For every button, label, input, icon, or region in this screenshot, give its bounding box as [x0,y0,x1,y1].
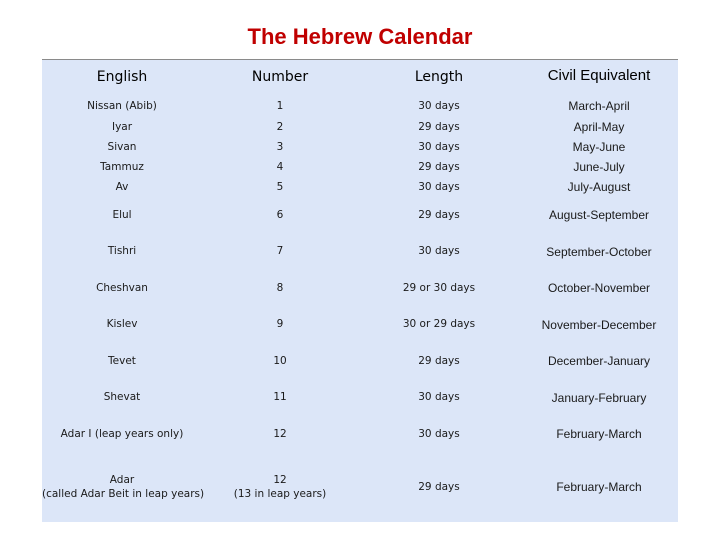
row-8-english: Cheshvan [96,282,148,294]
row-13-english-note: (called Adar Beit in leap years) [42,488,205,500]
row-2-length: 29 days [418,121,460,133]
row-9-length: 30 or 29 days [402,318,476,330]
row-7-english: Tishri [107,245,137,257]
row-3-length: 30 days [418,141,460,153]
row-3-civil: May-June [572,140,626,154]
row-3-number: 3 [276,141,284,153]
row-10-number: 10 [273,355,287,367]
row-6-english: Elul [112,209,132,221]
header-length: Length [414,69,464,85]
row-4-civil: June-July [573,160,625,174]
row-12-number: 12 [273,428,287,440]
row-2-number: 2 [276,121,284,133]
row-13-english: Adar [109,474,135,486]
row-8-civil: October-November [547,281,651,295]
row-8-length: 29 or 30 days [402,282,476,294]
row-6-length: 29 days [418,209,460,221]
row-5-number: 5 [276,181,284,193]
row-13-length: 29 days [418,481,460,493]
row-9-english: Kislev [106,318,138,330]
row-4-number: 4 [276,161,284,173]
row-7-number: 7 [276,245,284,257]
row-9-civil: November-December [541,318,657,332]
row-8-number: 8 [276,282,284,294]
row-10-civil: December-January [547,354,651,368]
row-1-length: 30 days [418,100,460,112]
row-13-number: 12 [273,474,287,486]
row-4-length: 29 days [418,161,460,173]
header-number: Number [251,69,309,85]
row-3-english: Sivan [107,141,137,153]
row-2-english: Iyar [111,121,133,133]
row-6-number: 6 [276,209,284,221]
row-6-civil: August-September [548,208,650,222]
row-5-length: 30 days [418,181,460,193]
row-11-length: 30 days [418,391,460,403]
header-english: English [96,69,148,85]
row-2-civil: April-May [573,120,625,134]
row-5-civil: July-August [567,180,631,194]
row-12-length: 30 days [418,428,460,440]
row-12-english: Adar I (leap years only) [60,428,184,440]
row-13-civil: February-March [556,480,642,494]
row-5-english: Av [115,181,129,193]
row-10-length: 29 days [418,355,460,367]
row-4-english: Tammuz [100,161,144,173]
row-7-civil: September-October [546,245,652,259]
row-11-english: Shevat [103,391,141,403]
row-11-civil: January-February [551,391,647,405]
row-1-civil: March-April [568,99,630,113]
row-1-english: Nissan (Abib) [87,100,157,112]
header-civil-equivalent: Civil Equivalent [547,67,651,84]
row-11-number: 11 [273,391,287,403]
row-12-civil: February-March [556,427,642,441]
page-title: The Hebrew Calendar [247,24,473,49]
row-10-english: Tevet [108,355,136,367]
row-1-number: 1 [276,100,284,112]
row-13-number-note: (13 in leap years) [233,488,327,500]
row-7-length: 30 days [418,245,460,257]
row-9-number: 9 [276,318,284,330]
